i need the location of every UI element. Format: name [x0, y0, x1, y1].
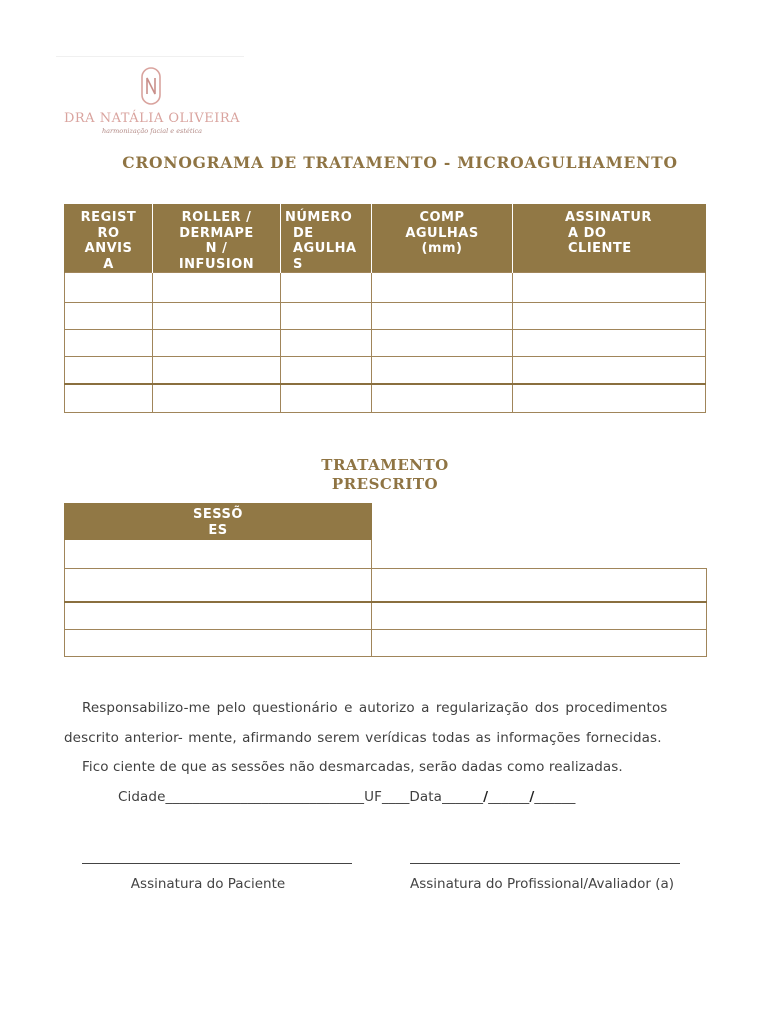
table-row [65, 273, 706, 303]
city-date-line [118, 789, 575, 805]
table-cell-empty [372, 540, 707, 569]
date-separator: / [529, 789, 535, 805]
header-numero-agulhas: NÚMERO DE AGULHA S [281, 205, 372, 273]
table-cell[interactable] [153, 303, 281, 330]
header-comp-agulhas: COMP AGULHAS (mm) [372, 205, 513, 273]
table-row [65, 357, 706, 384]
table-cell[interactable] [153, 384, 281, 413]
month-field[interactable]: ______ [488, 789, 530, 805]
patient-signature-label: Assinatura do Paciente [130, 876, 286, 892]
day-field[interactable]: ______ [442, 789, 484, 805]
table-cell[interactable] [513, 303, 706, 330]
table-cell[interactable] [513, 273, 706, 303]
table-cell[interactable] [372, 602, 707, 630]
patient-signature-line[interactable] [82, 863, 352, 864]
header-assinatura-cliente: ASSINATUR A DO CLIENTE [513, 205, 706, 273]
table-cell[interactable] [372, 303, 513, 330]
logo-name: DRA NATÁLIA OLIVEIRA [63, 111, 241, 126]
date-separator: / [483, 789, 489, 805]
date-label: Data [409, 789, 443, 805]
table-cell[interactable] [513, 357, 706, 384]
table-row [65, 540, 707, 569]
treatment-schedule-table [64, 204, 706, 413]
table-cell[interactable] [65, 540, 372, 569]
table-cell[interactable] [281, 384, 372, 413]
table-cell[interactable] [372, 569, 707, 602]
header-registro-anvisa: REGIST RO ANVIS A [65, 205, 153, 273]
monogram-logo-icon [138, 66, 164, 106]
table-cell[interactable] [65, 630, 372, 657]
table-cell[interactable] [65, 384, 153, 413]
consent-text-line-2: descrito anterior- mente, afirmando serem verídicas todas as informações fornecidas. [64, 730, 662, 746]
table-cell[interactable] [281, 357, 372, 384]
year-field[interactable]: ______ [534, 789, 576, 805]
table-row [65, 303, 706, 330]
table-cell[interactable] [281, 330, 372, 357]
professional-signature-line[interactable] [410, 863, 680, 864]
table-cell[interactable] [153, 273, 281, 303]
table-row [65, 602, 707, 630]
table-row [65, 330, 706, 357]
table-cell[interactable] [65, 602, 372, 630]
table-cell[interactable] [65, 357, 153, 384]
table-cell[interactable] [372, 384, 513, 413]
table-cell[interactable] [65, 303, 153, 330]
table-cell[interactable] [513, 384, 706, 413]
header-roller-dermapen: ROLLER / DERMAPE N / INFUSION [153, 205, 281, 273]
uf-label: UF [364, 789, 383, 805]
table-cell[interactable] [372, 630, 707, 657]
section-title-tratamento-prescrito: TRATAMENTO PRESCRITO [321, 456, 449, 493]
table-cell[interactable] [153, 357, 281, 384]
sessions-header-row [65, 504, 707, 540]
page-title: CRONOGRAMA DE TRATAMENTO - MICROAGULHAMENTO [122, 153, 678, 172]
table-cell[interactable] [372, 273, 513, 303]
table-cell[interactable] [65, 273, 153, 303]
table-cell[interactable] [281, 303, 372, 330]
uf-field[interactable]: ____ [382, 789, 410, 805]
professional-signature-label: Assinatura do Profissional/Avaliador (a) [410, 876, 675, 892]
consent-text-line-1: Responsabilizo-me pelo questionário e autorizo a regularização dos procedimentos [82, 700, 668, 716]
table-cell[interactable] [65, 330, 153, 357]
city-field[interactable]: _____________________________ [165, 789, 365, 805]
header-blank [372, 504, 707, 540]
table-cell[interactable] [153, 330, 281, 357]
table-row [65, 569, 707, 602]
table-cell[interactable] [513, 330, 706, 357]
table-row [65, 630, 707, 657]
consent-text-line-3: Fico ciente de que as sessões não desmarcadas, serão dadas como realizadas. [82, 759, 623, 775]
table-row [65, 384, 706, 413]
table-cell[interactable] [372, 357, 513, 384]
city-label: Cidade [118, 789, 166, 805]
table-cell[interactable] [281, 273, 372, 303]
table-cell[interactable] [372, 330, 513, 357]
header-sessoes: SESSÕ ES [65, 504, 372, 540]
sessions-table [64, 503, 707, 657]
table-header-row [65, 205, 706, 273]
table-cell[interactable] [65, 569, 372, 602]
logo-tagline: harmonização facial e estética [101, 127, 203, 135]
